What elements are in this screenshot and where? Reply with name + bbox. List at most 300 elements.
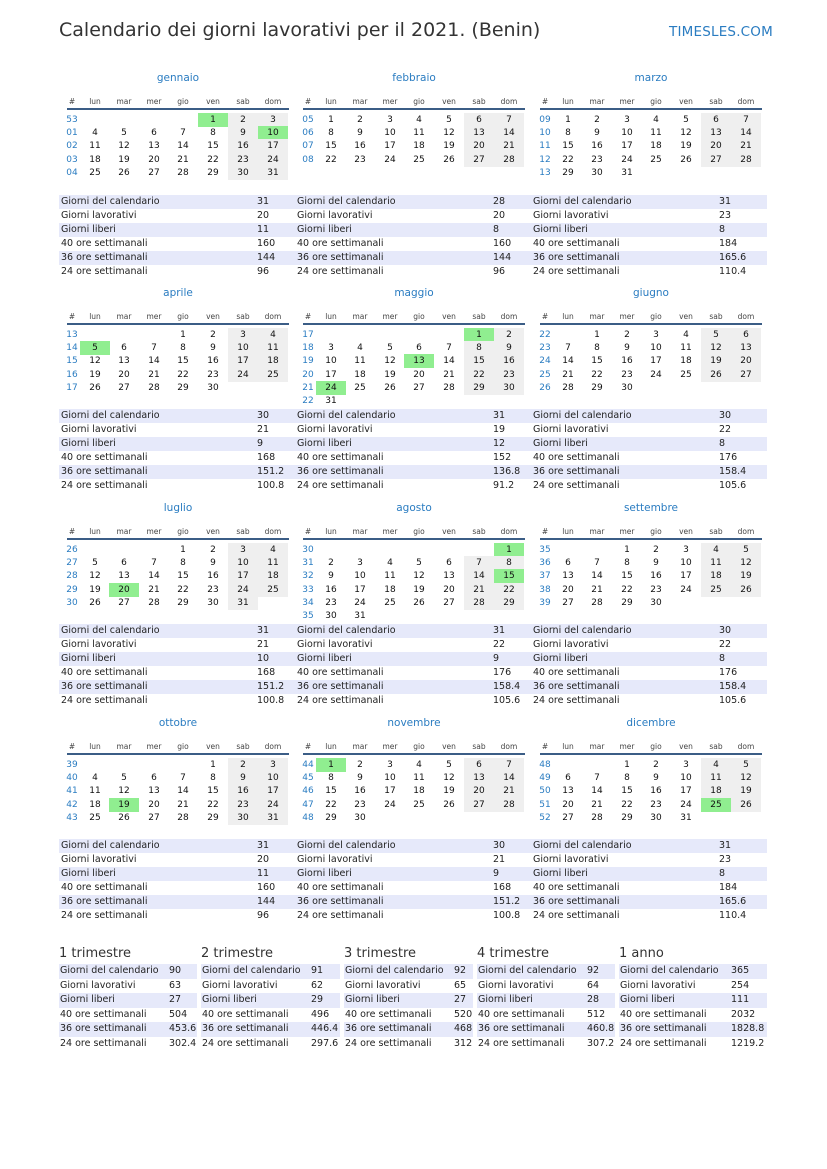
day-cell[interactable]: 30 xyxy=(354,812,366,823)
day-cell[interactable]: 16 xyxy=(650,571,662,582)
day-cell[interactable]: 24 xyxy=(650,369,662,380)
day-cell[interactable]: 4 xyxy=(683,330,689,340)
day-cell[interactable]: 18 xyxy=(384,584,396,595)
day-cell[interactable]: 26 xyxy=(680,154,692,165)
day-cell[interactable]: 18 xyxy=(89,154,101,165)
day-cell[interactable]: 5 xyxy=(92,558,98,569)
day-cell[interactable]: 27 xyxy=(413,382,425,393)
day-cell[interactable]: 15 xyxy=(207,786,219,797)
day-cell[interactable]: 6 xyxy=(446,558,452,569)
day-cell[interactable]: 5 xyxy=(731,543,761,557)
day-cell[interactable]: 21 xyxy=(494,784,524,798)
day-cell[interactable]: 21 xyxy=(177,154,189,165)
holiday-day-cell[interactable]: 10 xyxy=(258,126,288,140)
day-cell[interactable]: 14 xyxy=(494,771,524,785)
day-cell[interactable]: 29 xyxy=(621,812,633,823)
day-cell[interactable]: 16 xyxy=(494,354,524,368)
day-cell[interactable]: 26 xyxy=(89,597,101,608)
day-cell[interactable]: 28 xyxy=(464,596,494,610)
day-cell[interactable]: 16 xyxy=(591,141,603,152)
day-cell[interactable]: 22 xyxy=(207,154,219,165)
day-cell[interactable]: 10 xyxy=(650,343,662,354)
day-cell[interactable]: 14 xyxy=(464,569,494,583)
day-cell[interactable]: 28 xyxy=(494,798,524,812)
day-cell[interactable]: 1 xyxy=(328,115,334,125)
day-cell[interactable]: 4 xyxy=(701,543,731,557)
day-cell[interactable]: 20 xyxy=(701,139,731,153)
day-cell[interactable]: 19 xyxy=(701,354,731,368)
day-cell[interactable]: 19 xyxy=(731,569,761,583)
day-cell[interactable]: 5 xyxy=(731,758,761,772)
day-cell[interactable]: 30 xyxy=(591,167,603,178)
day-cell[interactable]: 25 xyxy=(384,597,396,608)
day-cell[interactable]: 15 xyxy=(207,141,219,152)
day-cell[interactable]: 9 xyxy=(210,343,216,354)
day-cell[interactable]: 11 xyxy=(413,128,425,139)
day-cell[interactable]: 2 xyxy=(210,545,216,555)
day-cell[interactable]: 8 xyxy=(210,128,216,139)
day-cell[interactable]: 9 xyxy=(653,558,659,569)
day-cell[interactable]: 28 xyxy=(494,153,524,167)
day-cell[interactable]: 24 xyxy=(258,798,288,812)
day-cell[interactable]: 27 xyxy=(118,597,130,608)
day-cell[interactable]: 11 xyxy=(258,556,288,570)
day-cell[interactable]: 3 xyxy=(228,328,258,342)
day-cell[interactable]: 19 xyxy=(443,786,455,797)
day-cell[interactable]: 1 xyxy=(594,330,600,340)
day-cell[interactable]: 15 xyxy=(325,141,337,152)
day-cell[interactable]: 30 xyxy=(207,382,219,393)
day-cell[interactable]: 24 xyxy=(354,597,366,608)
day-cell[interactable]: 18 xyxy=(89,799,101,810)
day-cell[interactable]: 21 xyxy=(562,369,574,380)
day-cell[interactable]: 11 xyxy=(258,341,288,355)
day-cell[interactable]: 13 xyxy=(148,786,160,797)
day-cell[interactable]: 9 xyxy=(210,558,216,569)
day-cell[interactable]: 29 xyxy=(325,812,337,823)
day-cell[interactable]: 12 xyxy=(731,771,761,785)
day-cell[interactable]: 9 xyxy=(228,126,258,140)
day-cell[interactable]: 13 xyxy=(443,571,455,582)
day-cell[interactable]: 10 xyxy=(325,356,337,367)
day-cell[interactable]: 23 xyxy=(354,799,366,810)
day-cell[interactable]: 25 xyxy=(89,812,101,823)
day-cell[interactable]: 31 xyxy=(680,812,692,823)
day-cell[interactable]: 30 xyxy=(650,812,662,823)
day-cell[interactable]: 7 xyxy=(180,773,186,784)
holiday-day-cell[interactable]: 24 xyxy=(316,381,346,395)
day-cell[interactable]: 28 xyxy=(148,597,160,608)
day-cell[interactable]: 14 xyxy=(591,571,603,582)
day-cell[interactable]: 19 xyxy=(731,784,761,798)
day-cell[interactable]: 29 xyxy=(494,596,524,610)
day-cell[interactable]: 25 xyxy=(650,154,662,165)
day-cell[interactable]: 2 xyxy=(357,760,363,770)
day-cell[interactable]: 8 xyxy=(180,558,186,569)
day-cell[interactable]: 10 xyxy=(384,773,396,784)
day-cell[interactable]: 11 xyxy=(701,556,731,570)
day-cell[interactable]: 12 xyxy=(731,556,761,570)
day-cell[interactable]: 4 xyxy=(258,543,288,557)
day-cell[interactable]: 12 xyxy=(89,356,101,367)
day-cell[interactable]: 4 xyxy=(357,343,363,354)
day-cell[interactable]: 27 xyxy=(562,812,574,823)
day-cell[interactable]: 6 xyxy=(701,113,731,127)
day-cell[interactable]: 24 xyxy=(621,154,633,165)
day-cell[interactable]: 20 xyxy=(562,799,574,810)
day-cell[interactable]: 27 xyxy=(443,597,455,608)
day-cell[interactable]: 10 xyxy=(384,128,396,139)
day-cell[interactable]: 18 xyxy=(258,569,288,583)
day-cell[interactable]: 9 xyxy=(494,341,524,355)
day-cell[interactable]: 16 xyxy=(207,571,219,582)
day-cell[interactable]: 31 xyxy=(228,596,258,610)
day-cell[interactable]: 17 xyxy=(680,786,692,797)
day-cell[interactable]: 29 xyxy=(207,812,219,823)
day-cell[interactable]: 19 xyxy=(680,141,692,152)
day-cell[interactable]: 7 xyxy=(731,113,761,127)
day-cell[interactable]: 6 xyxy=(121,558,127,569)
day-cell[interactable]: 14 xyxy=(443,356,455,367)
holiday-day-cell[interactable]: 13 xyxy=(404,354,434,368)
day-cell[interactable]: 8 xyxy=(328,128,334,139)
day-cell[interactable]: 10 xyxy=(680,773,692,784)
day-cell[interactable]: 26 xyxy=(731,583,761,597)
day-cell[interactable]: 11 xyxy=(680,343,692,354)
day-cell[interactable]: 21 xyxy=(731,139,761,153)
day-cell[interactable]: 10 xyxy=(258,771,288,785)
day-cell[interactable]: 19 xyxy=(118,154,130,165)
day-cell[interactable]: 23 xyxy=(591,154,603,165)
day-cell[interactable]: 16 xyxy=(207,356,219,367)
day-cell[interactable]: 23 xyxy=(650,799,662,810)
day-cell[interactable]: 20 xyxy=(443,584,455,595)
day-cell[interactable]: 10 xyxy=(621,128,633,139)
day-cell[interactable]: 14 xyxy=(148,356,160,367)
day-cell[interactable]: 3 xyxy=(624,115,630,125)
day-cell[interactable]: 15 xyxy=(464,354,494,368)
day-cell[interactable]: 24 xyxy=(258,153,288,167)
day-cell[interactable]: 6 xyxy=(464,113,494,127)
day-cell[interactable]: 23 xyxy=(228,153,258,167)
day-cell[interactable]: 7 xyxy=(180,128,186,139)
day-cell[interactable]: 9 xyxy=(624,343,630,354)
day-cell[interactable]: 14 xyxy=(148,571,160,582)
day-cell[interactable]: 22 xyxy=(325,799,337,810)
day-cell[interactable]: 8 xyxy=(624,773,630,784)
day-cell[interactable]: 16 xyxy=(228,139,258,153)
day-cell[interactable]: 17 xyxy=(228,569,258,583)
day-cell[interactable]: 29 xyxy=(562,167,574,178)
day-cell[interactable]: 7 xyxy=(494,758,524,772)
day-cell[interactable]: 8 xyxy=(494,556,524,570)
day-cell[interactable]: 6 xyxy=(151,128,157,139)
day-cell[interactable]: 3 xyxy=(653,330,659,340)
day-cell[interactable]: 31 xyxy=(621,167,633,178)
day-cell[interactable]: 15 xyxy=(562,141,574,152)
day-cell[interactable]: 18 xyxy=(650,141,662,152)
day-cell[interactable]: 17 xyxy=(325,369,337,380)
day-cell[interactable]: 5 xyxy=(416,558,422,569)
day-cell[interactable]: 27 xyxy=(731,368,761,382)
day-cell[interactable]: 13 xyxy=(562,786,574,797)
holiday-day-cell[interactable]: 25 xyxy=(701,798,731,812)
day-cell[interactable]: 19 xyxy=(443,141,455,152)
day-cell[interactable]: 5 xyxy=(446,760,452,770)
day-cell[interactable]: 12 xyxy=(118,141,130,152)
day-cell[interactable]: 31 xyxy=(258,811,288,825)
day-cell[interactable]: 4 xyxy=(258,328,288,342)
day-cell[interactable]: 1 xyxy=(565,115,571,125)
day-cell[interactable]: 31 xyxy=(325,396,337,406)
day-cell[interactable]: 1 xyxy=(210,760,216,770)
day-cell[interactable]: 15 xyxy=(591,356,603,367)
day-cell[interactable]: 18 xyxy=(354,369,366,380)
day-cell[interactable]: 5 xyxy=(121,773,127,784)
day-cell[interactable]: 31 xyxy=(354,611,366,621)
day-cell[interactable]: 12 xyxy=(118,786,130,797)
day-cell[interactable]: 20 xyxy=(731,354,761,368)
day-cell[interactable]: 13 xyxy=(464,126,494,140)
day-cell[interactable]: 13 xyxy=(562,571,574,582)
day-cell[interactable]: 3 xyxy=(228,543,258,557)
day-cell[interactable]: 10 xyxy=(680,558,692,569)
day-cell[interactable]: 27 xyxy=(148,167,160,178)
day-cell[interactable]: 22 xyxy=(464,368,494,382)
day-cell[interactable]: 3 xyxy=(683,545,689,555)
day-cell[interactable]: 22 xyxy=(562,154,574,165)
day-cell[interactable]: 20 xyxy=(464,139,494,153)
day-cell[interactable]: 11 xyxy=(89,786,101,797)
day-cell[interactable]: 23 xyxy=(207,584,219,595)
day-cell[interactable]: 12 xyxy=(413,571,425,582)
day-cell[interactable]: 3 xyxy=(357,558,363,569)
day-cell[interactable]: 25 xyxy=(413,154,425,165)
day-cell[interactable]: 12 xyxy=(443,128,455,139)
day-cell[interactable]: 13 xyxy=(464,771,494,785)
day-cell[interactable]: 17 xyxy=(650,356,662,367)
day-cell[interactable]: 8 xyxy=(210,773,216,784)
day-cell[interactable]: 14 xyxy=(177,141,189,152)
day-cell[interactable]: 2 xyxy=(228,113,258,127)
day-cell[interactable]: 21 xyxy=(494,139,524,153)
day-cell[interactable]: 30 xyxy=(325,611,337,621)
day-cell[interactable]: 26 xyxy=(443,154,455,165)
day-cell[interactable]: 22 xyxy=(591,369,603,380)
day-cell[interactable]: 13 xyxy=(118,571,130,582)
day-cell[interactable]: 7 xyxy=(494,113,524,127)
day-cell[interactable]: 25 xyxy=(258,368,288,382)
day-cell[interactable]: 28 xyxy=(148,382,160,393)
day-cell[interactable]: 11 xyxy=(89,141,101,152)
day-cell[interactable]: 1 xyxy=(624,545,630,555)
day-cell[interactable]: 26 xyxy=(89,382,101,393)
day-cell[interactable]: 18 xyxy=(258,354,288,368)
day-cell[interactable]: 18 xyxy=(413,786,425,797)
day-cell[interactable]: 16 xyxy=(354,786,366,797)
day-cell[interactable]: 3 xyxy=(387,115,393,125)
day-cell[interactable]: 18 xyxy=(680,356,692,367)
day-cell[interactable]: 6 xyxy=(464,758,494,772)
day-cell[interactable]: 23 xyxy=(325,597,337,608)
day-cell[interactable]: 8 xyxy=(594,343,600,354)
day-cell[interactable]: 14 xyxy=(591,786,603,797)
day-cell[interactable]: 1 xyxy=(180,545,186,555)
day-cell[interactable]: 8 xyxy=(464,341,494,355)
day-cell[interactable]: 3 xyxy=(258,758,288,772)
day-cell[interactable]: 29 xyxy=(177,597,189,608)
day-cell[interactable]: 9 xyxy=(594,128,600,139)
day-cell[interactable]: 29 xyxy=(464,381,494,395)
holiday-day-cell[interactable]: 1 xyxy=(464,328,494,342)
day-cell[interactable]: 19 xyxy=(413,584,425,595)
day-cell[interactable]: 8 xyxy=(328,773,334,784)
day-cell[interactable]: 21 xyxy=(591,799,603,810)
brand-link[interactable]: TIMESLES.COM xyxy=(669,24,773,40)
day-cell[interactable]: 6 xyxy=(416,343,422,354)
day-cell[interactable]: 18 xyxy=(701,784,731,798)
day-cell[interactable]: 27 xyxy=(464,798,494,812)
day-cell[interactable]: 18 xyxy=(701,569,731,583)
day-cell[interactable]: 4 xyxy=(416,760,422,770)
day-cell[interactable]: 7 xyxy=(446,343,452,354)
day-cell[interactable]: 24 xyxy=(384,799,396,810)
day-cell[interactable]: 11 xyxy=(650,128,662,139)
day-cell[interactable]: 3 xyxy=(328,343,334,354)
day-cell[interactable]: 16 xyxy=(228,784,258,798)
day-cell[interactable]: 4 xyxy=(92,128,98,139)
day-cell[interactable]: 13 xyxy=(118,356,130,367)
day-cell[interactable]: 24 xyxy=(228,583,258,597)
day-cell[interactable]: 27 xyxy=(148,812,160,823)
day-cell[interactable]: 15 xyxy=(177,356,189,367)
day-cell[interactable]: 22 xyxy=(494,583,524,597)
holiday-day-cell[interactable]: 5 xyxy=(80,341,110,355)
day-cell[interactable]: 28 xyxy=(731,153,761,167)
day-cell[interactable]: 3 xyxy=(258,113,288,127)
day-cell[interactable]: 21 xyxy=(443,369,455,380)
day-cell[interactable]: 30 xyxy=(650,597,662,608)
day-cell[interactable]: 14 xyxy=(562,356,574,367)
day-cell[interactable]: 23 xyxy=(650,584,662,595)
day-cell[interactable]: 14 xyxy=(494,126,524,140)
day-cell[interactable]: 21 xyxy=(177,799,189,810)
day-cell[interactable]: 17 xyxy=(258,139,288,153)
day-cell[interactable]: 7 xyxy=(594,773,600,784)
day-cell[interactable]: 26 xyxy=(413,597,425,608)
day-cell[interactable]: 12 xyxy=(701,341,731,355)
day-cell[interactable]: 14 xyxy=(731,126,761,140)
day-cell[interactable]: 4 xyxy=(653,115,659,125)
day-cell[interactable]: 25 xyxy=(89,167,101,178)
day-cell[interactable]: 29 xyxy=(177,382,189,393)
day-cell[interactable]: 23 xyxy=(494,368,524,382)
day-cell[interactable]: 23 xyxy=(354,154,366,165)
day-cell[interactable]: 23 xyxy=(621,369,633,380)
day-cell[interactable]: 11 xyxy=(413,773,425,784)
day-cell[interactable]: 19 xyxy=(89,369,101,380)
day-cell[interactable]: 17 xyxy=(384,141,396,152)
day-cell[interactable]: 30 xyxy=(207,597,219,608)
holiday-day-cell[interactable]: 19 xyxy=(109,798,139,812)
day-cell[interactable]: 10 xyxy=(228,556,258,570)
day-cell[interactable]: 2 xyxy=(494,328,524,342)
day-cell[interactable]: 9 xyxy=(328,571,334,582)
day-cell[interactable]: 3 xyxy=(683,760,689,770)
day-cell[interactable]: 15 xyxy=(325,786,337,797)
day-cell[interactable]: 22 xyxy=(621,799,633,810)
day-cell[interactable]: 30 xyxy=(228,811,258,825)
day-cell[interactable]: 27 xyxy=(118,382,130,393)
day-cell[interactable]: 5 xyxy=(387,343,393,354)
day-cell[interactable]: 15 xyxy=(621,786,633,797)
day-cell[interactable]: 5 xyxy=(446,115,452,125)
day-cell[interactable]: 28 xyxy=(177,167,189,178)
day-cell[interactable]: 20 xyxy=(464,784,494,798)
day-cell[interactable]: 5 xyxy=(683,115,689,125)
day-cell[interactable]: 21 xyxy=(464,583,494,597)
day-cell[interactable]: 28 xyxy=(591,812,603,823)
day-cell[interactable]: 27 xyxy=(701,153,731,167)
day-cell[interactable]: 25 xyxy=(258,583,288,597)
day-cell[interactable]: 10 xyxy=(354,571,366,582)
day-cell[interactable]: 26 xyxy=(118,167,130,178)
day-cell[interactable]: 2 xyxy=(228,758,258,772)
day-cell[interactable]: 4 xyxy=(701,758,731,772)
day-cell[interactable]: 20 xyxy=(148,154,160,165)
day-cell[interactable]: 22 xyxy=(325,154,337,165)
day-cell[interactable]: 2 xyxy=(624,330,630,340)
day-cell[interactable]: 15 xyxy=(621,571,633,582)
day-cell[interactable]: 12 xyxy=(384,356,396,367)
day-cell[interactable]: 25 xyxy=(413,799,425,810)
day-cell[interactable]: 29 xyxy=(621,597,633,608)
day-cell[interactable]: 2 xyxy=(210,330,216,340)
day-cell[interactable]: 6 xyxy=(151,773,157,784)
day-cell[interactable]: 7 xyxy=(151,558,157,569)
day-cell[interactable]: 11 xyxy=(384,571,396,582)
day-cell[interactable]: 21 xyxy=(148,584,160,595)
day-cell[interactable]: 8 xyxy=(180,343,186,354)
day-cell[interactable]: 26 xyxy=(118,812,130,823)
day-cell[interactable]: 14 xyxy=(177,786,189,797)
day-cell[interactable]: 22 xyxy=(621,584,633,595)
day-cell[interactable]: 16 xyxy=(650,786,662,797)
day-cell[interactable]: 6 xyxy=(565,773,571,784)
day-cell[interactable]: 29 xyxy=(207,167,219,178)
holiday-day-cell[interactable]: 1 xyxy=(494,543,524,557)
day-cell[interactable]: 9 xyxy=(357,128,363,139)
day-cell[interactable]: 17 xyxy=(621,141,633,152)
day-cell[interactable]: 29 xyxy=(591,382,603,393)
day-cell[interactable]: 23 xyxy=(228,798,258,812)
day-cell[interactable]: 2 xyxy=(594,115,600,125)
day-cell[interactable]: 28 xyxy=(443,382,455,393)
holiday-day-cell[interactable]: 1 xyxy=(316,758,346,772)
day-cell[interactable]: 27 xyxy=(562,597,574,608)
day-cell[interactable]: 28 xyxy=(177,812,189,823)
day-cell[interactable]: 26 xyxy=(731,798,761,812)
day-cell[interactable]: 4 xyxy=(92,773,98,784)
day-cell[interactable]: 26 xyxy=(701,368,731,382)
day-cell[interactable]: 28 xyxy=(591,597,603,608)
day-cell[interactable]: 2 xyxy=(328,558,334,569)
day-cell[interactable]: 21 xyxy=(148,369,160,380)
day-cell[interactable]: 6 xyxy=(121,343,127,354)
day-cell[interactable]: 22 xyxy=(177,369,189,380)
day-cell[interactable]: 25 xyxy=(354,382,366,393)
day-cell[interactable]: 2 xyxy=(357,115,363,125)
